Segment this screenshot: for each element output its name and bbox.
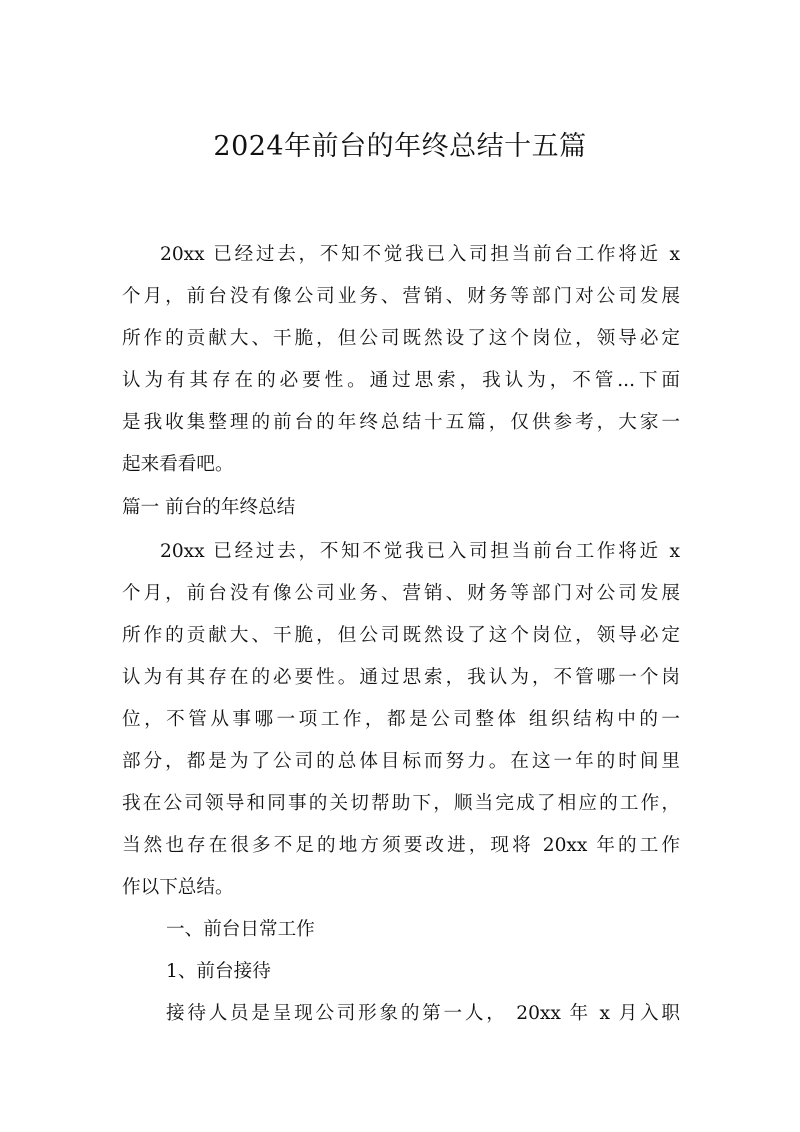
intro-line: 所作的贡献大、干脆，但公司既然设了这个岗位，领导必定 [122, 328, 680, 349]
section-line: 个月，前台没有像公司业务、营销、财务等部门对公司发展 [122, 583, 680, 604]
section-heading: 篇一 前台的年终总结 [122, 497, 296, 518]
intro-line: 个月，前台没有像公司业务、营销、财务等部门对公司发展 [122, 286, 680, 307]
intro-line: 起来看看吧。 [122, 454, 234, 475]
section-line: 所作的贡献大、干脆，但公司既然设了这个岗位，领导必定 [122, 625, 680, 646]
section-line: 我在公司领导和同事的关切帮助下，顺当完成了相应的工作， [122, 793, 680, 814]
section-line: 认为有其存在的必要性。通过思索，我认为，不管哪一个岗 [122, 667, 680, 688]
section-line: 20xx 已经过去，不知不觉我已入司担当前台工作将近 x [160, 541, 680, 562]
subheading-daily-work: 一、前台日常工作 [166, 919, 315, 940]
section-line: 位，不管从事哪一项工作，都是公司整体 组织结构中的一 [122, 709, 680, 730]
document-title: 2024年前台的年终总结十五篇 [213, 131, 587, 162]
body-line: 接待人员是呈现公司形象的第一人， 20xx 年 x 月入职 [166, 1003, 680, 1024]
intro-line: 20xx 已经过去，不知不觉我已入司担当前台工作将近 x [160, 244, 680, 265]
subheading-reception: 1、前台接待 [166, 961, 271, 982]
section-line: 作以下总结。 [122, 877, 234, 898]
section-line: 部分，都是为了公司的总体目标而努力。在这一年的时间里 [122, 751, 680, 772]
section-line: 当然也存在很多不足的地方须要改进，现将 20xx 年的工作 [122, 835, 680, 856]
intro-line: 认为有其存在的必要性。通过思索，我认为，不管...下面 [122, 370, 680, 391]
intro-line: 是我收集整理的前台的年终总结十五篇，仅供参考，大家一 [122, 412, 680, 433]
